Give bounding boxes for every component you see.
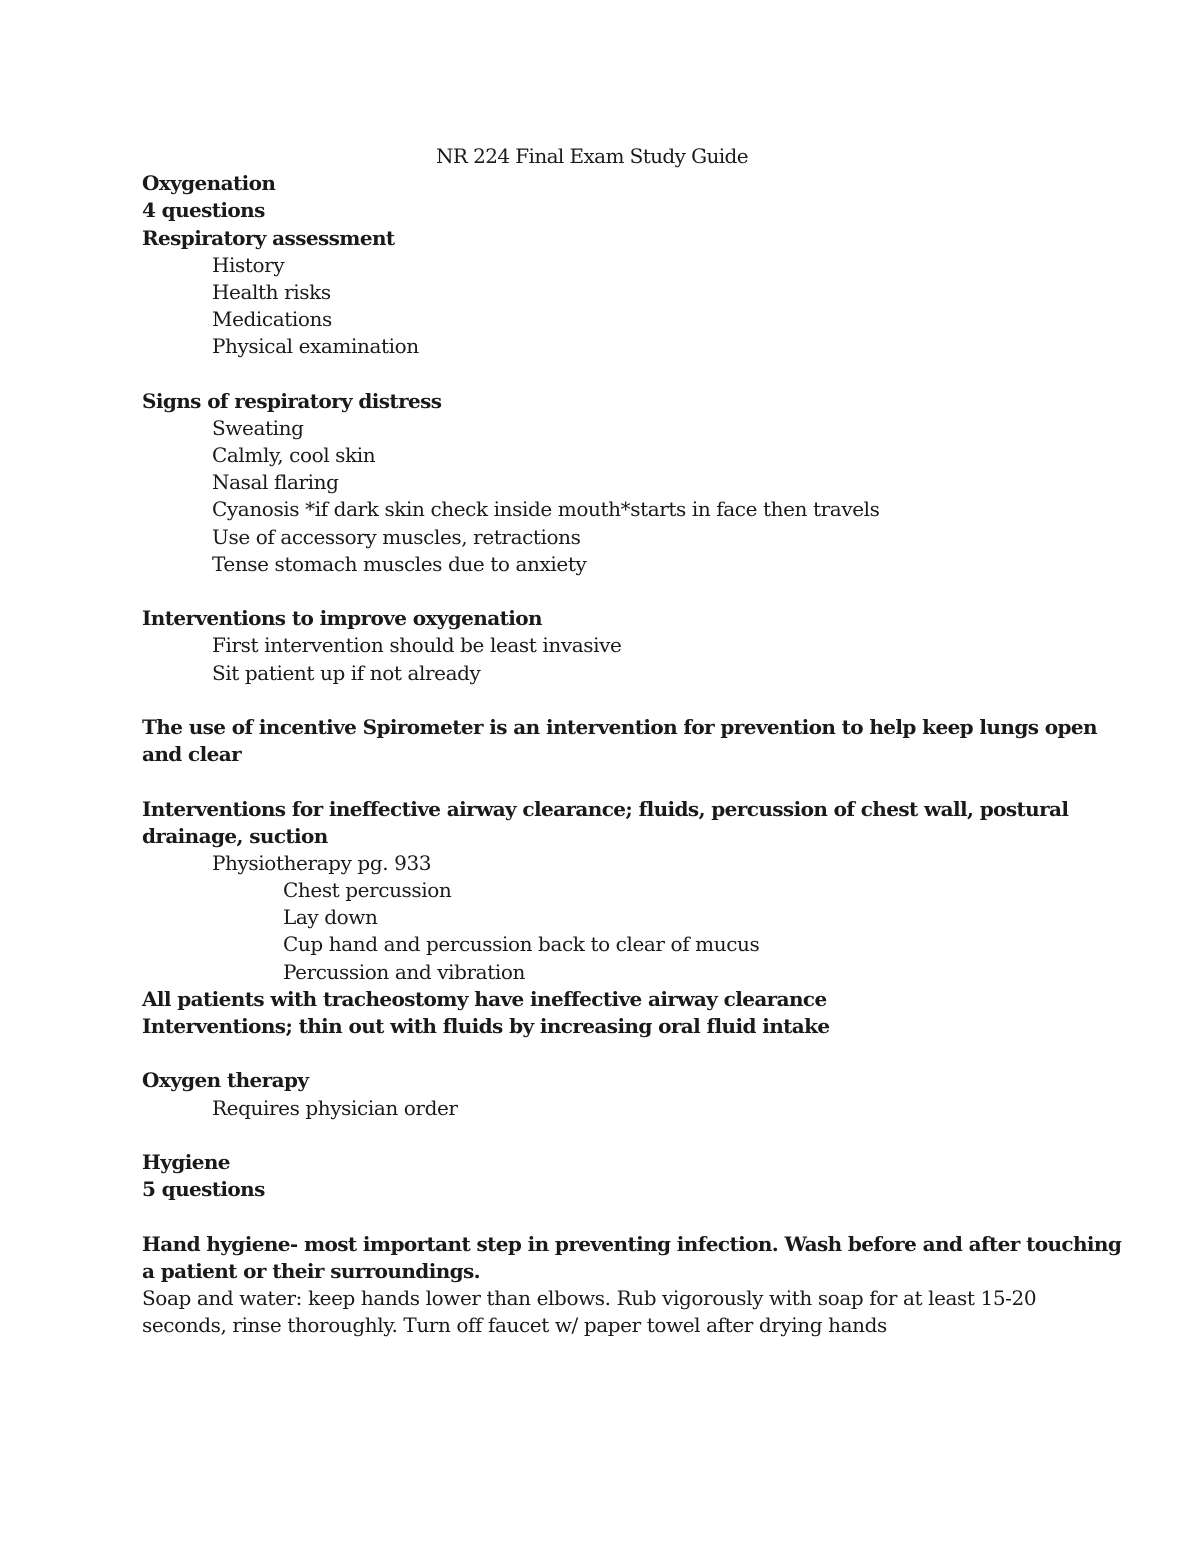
list-item: Nasal flaring — [212, 470, 339, 495]
list-item: Physical examination — [212, 334, 419, 359]
hand-hygiene-heading-line1: Hand hygiene- most important step in preventing infection. Wash before and after touching — [142, 1231, 1122, 1256]
document-body — [142, 143, 1122, 1339]
spacer — [142, 768, 1072, 795]
section-heading-hygiene: Hygiene — [142, 1149, 230, 1174]
spacer — [142, 687, 1072, 714]
list-item: History — [212, 252, 285, 277]
fluids-statement: Interventions; thin out with fluids by increasing oral fluid intake — [142, 1014, 830, 1038]
list-item: Requires physician order — [212, 1095, 458, 1120]
hand-hygiene-body-line2: seconds, rinse thoroughly. Turn off faucet w/ paper towel after drying hands — [142, 1313, 887, 1338]
subheading-respiratory-assessment: Respiratory assessment — [142, 225, 395, 250]
list-item: Calmly, cool skin — [212, 443, 376, 468]
list-item: First intervention should be least invasive — [212, 633, 622, 658]
section-heading-oxygenation: Oxygenation — [142, 171, 276, 196]
list-item: Sit patient up if not already — [212, 660, 481, 685]
spacer — [142, 1122, 1072, 1149]
physiotherapy-item: Physiotherapy pg. 933 — [212, 850, 432, 875]
spirometer-statement-line2: and clear — [142, 742, 242, 767]
airway-clearance-heading-line1: Interventions for ineffective airway clearance; fluids, percussion of chest wall, postural — [142, 796, 1069, 821]
list-item: Lay down — [283, 905, 378, 930]
list-item: Medications — [212, 307, 332, 332]
question-count: 5 questions — [142, 1177, 265, 1202]
list-item: Chest percussion — [283, 878, 452, 903]
list-item: Health risks — [212, 279, 331, 304]
page-title: NR 224 Final Exam Study Guide — [436, 144, 748, 168]
hand-hygiene-body-line1: Soap and water: keep hands lower than elbows. Rub vigorously with soap for at least 15-20 — [142, 1285, 1037, 1310]
list-item: Sweating — [212, 415, 304, 440]
tracheostomy-statement: All patients with tracheostomy have ineffective airway clearance — [142, 986, 827, 1011]
list-item: Cup hand and percussion back to clear of mucus — [283, 932, 760, 957]
question-count: 4 questions — [142, 198, 265, 223]
subheading-improve-oxygenation: Interventions to improve oxygenation — [142, 606, 542, 631]
spacer — [142, 1040, 1072, 1067]
subheading-oxygen-therapy: Oxygen therapy — [142, 1068, 309, 1093]
hand-hygiene-heading-line2: a patient or their surroundings. — [142, 1258, 481, 1283]
spirometer-statement-line1: The use of incentive Spirometer is an intervention for prevention to help keep lungs open — [142, 714, 1097, 739]
list-item: Tense stomach muscles due to anxiety — [212, 551, 587, 576]
list-item: Use of accessory muscles, retractions — [212, 524, 581, 549]
spacer — [142, 1203, 1072, 1230]
subheading-respiratory-distress: Signs of respiratory distress — [142, 388, 442, 413]
list-item: Percussion and vibration — [283, 959, 525, 984]
spacer — [142, 361, 1072, 388]
airway-clearance-heading-line2: drainage, suction — [142, 823, 328, 848]
list-item: Cyanosis *if dark skin check inside mouth*starts in face then travels — [212, 497, 880, 522]
spacer — [142, 578, 1072, 605]
